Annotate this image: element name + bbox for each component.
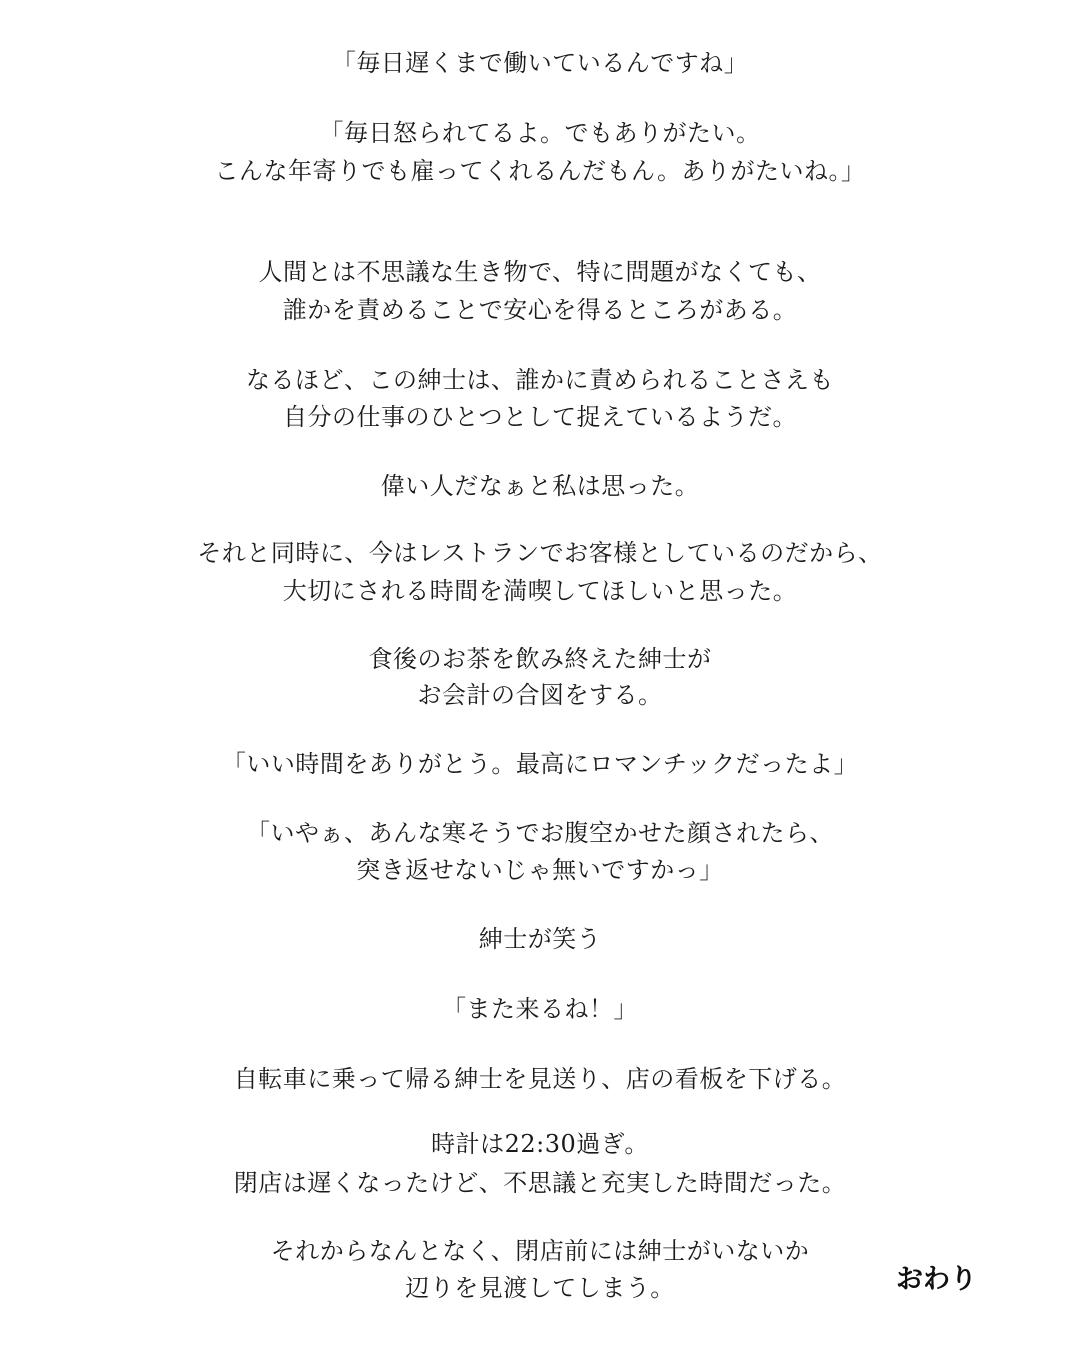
story-line: 突き返せないじゃ無いですかっ」 bbox=[356, 856, 724, 884]
story-line: お会計の合図をする。 bbox=[417, 681, 663, 709]
story-line: 「毎日怒られてるよ。でもありがたい。 bbox=[319, 119, 761, 147]
story-line: 食後のお茶を飲み終えた紳士が bbox=[368, 645, 712, 673]
story-line: それと同時に、今はレストランでお客様としているのだから、 bbox=[197, 539, 883, 567]
story-line: 紳士が笑う bbox=[478, 925, 602, 953]
story-line: 人間とは不思議な生き物で、特に問題がなくても、 bbox=[258, 258, 822, 286]
story-line: 辺りを見渡してしまう。 bbox=[405, 1274, 675, 1302]
story-line: 自転車に乗って帰る紳士を見送り、店の看板を下げる。 bbox=[233, 1065, 847, 1093]
story-line: 偉い人だなぁと私は思った。 bbox=[380, 472, 700, 500]
story-line: 「また来るね！」 bbox=[442, 995, 638, 1023]
story-line: なるほど、この紳士は、誰かに責められることさえも bbox=[246, 366, 834, 394]
story-line: 自分の仕事のひとつとして捉えているようだ。 bbox=[282, 403, 798, 431]
story-line: こんな年寄りでも雇ってくれるんだもん。ありがたいね。」 bbox=[214, 157, 866, 185]
story-line: 大切にされる時間を満喫してほしいと思った。 bbox=[282, 577, 798, 605]
story-line: 閉店は遅くなったけど、不思議と充実した時間だった。 bbox=[233, 1169, 847, 1197]
story-line: 時計は22:30過ぎ。 bbox=[431, 1130, 649, 1158]
story-line: 「毎日遅くまで働いているんですね」 bbox=[331, 49, 749, 77]
story-line: 誰かを責めることで安心を得るところがある。 bbox=[282, 296, 798, 324]
story-signoff: おわり bbox=[896, 1264, 977, 1295]
story-line: 「いい時間をありがとう。最高にロマンチックだったよ」 bbox=[221, 750, 859, 778]
story-line: 「いやぁ、あんな寒そうでお腹空かせた顔されたら、 bbox=[246, 819, 834, 847]
story-line: それからなんとなく、閉店前には紳士がいないか bbox=[270, 1237, 810, 1265]
